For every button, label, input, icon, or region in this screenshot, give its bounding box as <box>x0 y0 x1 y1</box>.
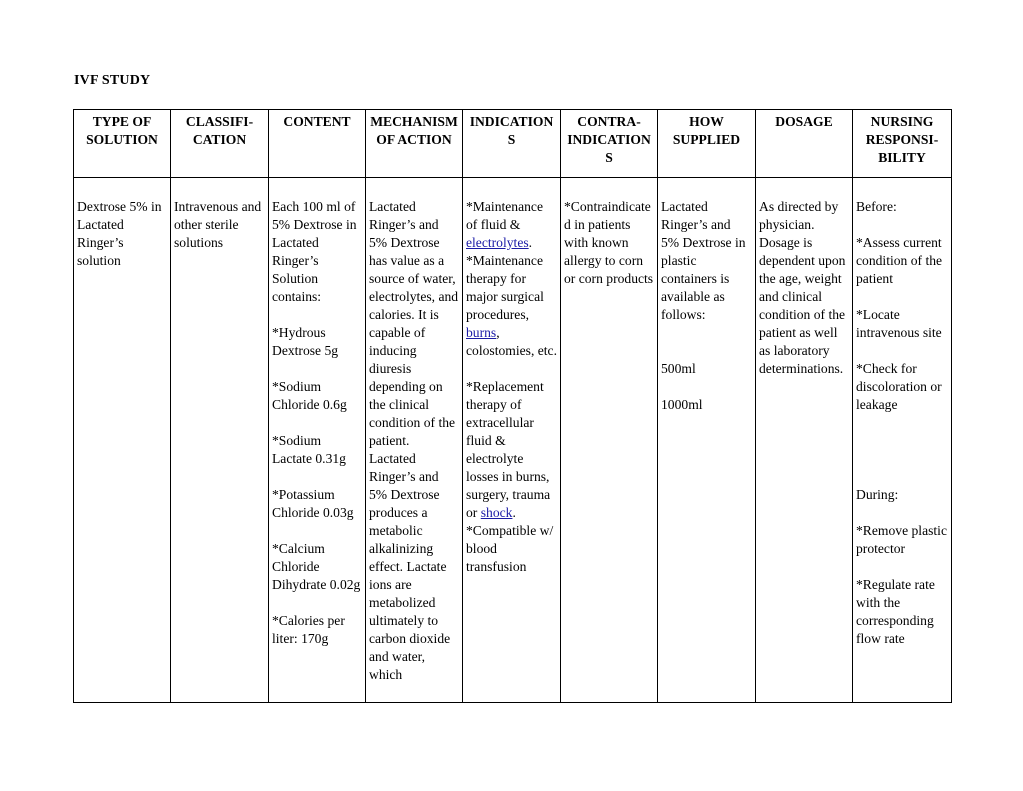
cell-type-of-solution <box>74 178 171 703</box>
indication-text: *Maintenance therapy for major surgical procedures, <box>466 253 544 322</box>
content-item: *Sodium Chloride 0.6g <box>272 379 347 412</box>
nursing-before-label: Before: <box>856 199 897 214</box>
content-intro: Each 100 ml of 5% Dextrose in Lactated Ringer’s Solution contains: <box>272 199 357 304</box>
header-dosage: DOSAGE <box>756 110 853 178</box>
type-of-solution-text: Dextrose 5% in Lactated Ringer’s solution <box>77 199 162 268</box>
shock-link[interactable]: shock <box>480 505 513 520</box>
mechanism-text: Lactated Ringer’s and 5% Dextrose has value as a source of water, electrolytes, and calories. It is capable of inducing diuresis depending on the clinical condition of the patient. Lactated Ringer’s and 5% Dextrose produces a metabolic alkalinizing effect. Lactate ions are metabolized ultimately to carbon dioxide and water, which <box>369 199 459 682</box>
how-supplied-intro: Lactated Ringer’s and 5% Dextrose in plastic containers is available as follows: <box>661 199 746 322</box>
header-type-of-solution: TYPE OF SOLUTION <box>74 110 171 178</box>
supply-size: 1000ml <box>661 397 703 412</box>
header-how-supplied: HOW SUPPLIED <box>658 110 756 178</box>
indication-text: *Maintenance of fluid & <box>466 199 543 232</box>
cell-indications <box>463 178 561 703</box>
indication-text: . <box>512 505 516 520</box>
cell-nursing-responsibility <box>853 178 952 703</box>
indication-text: , colostomies, etc. <box>466 325 557 358</box>
indication-item <box>466 378 557 522</box>
indication-item <box>466 252 557 360</box>
indication-item <box>466 198 557 252</box>
content-item: *Hydrous Dextrose 5g <box>272 325 339 358</box>
burns-link[interactable]: burns <box>466 325 497 340</box>
nursing-item: *Locate intravenous site <box>856 307 942 340</box>
cell-how-supplied <box>658 178 756 703</box>
header-classification: CLASSIFI-CATION <box>171 110 269 178</box>
cell-classification <box>171 178 269 703</box>
header-indications: INDICATIONS <box>463 110 561 178</box>
indication-text: *Replacement therapy of extracellular fluid & electrolyte losses in burns, surgery, trauma or <box>466 379 551 520</box>
content-item: *Calcium Chloride Dihydrate 0.02g <box>272 541 361 592</box>
cell-content <box>269 178 366 703</box>
header-content: CONTENT <box>269 110 366 178</box>
table-header-row <box>74 110 952 178</box>
cell-contraindications <box>561 178 658 703</box>
nursing-item: *Assess current condition of the patient <box>856 235 943 286</box>
header-nursing-responsibility: NURSING RESPONSI-BILITY <box>853 110 952 178</box>
classification-text: Intravenous and other sterile solutions <box>174 199 262 250</box>
nursing-item: *Regulate rate with the corresponding flow rate <box>856 577 935 646</box>
table-row <box>74 178 952 703</box>
document-title: IVF STUDY <box>74 73 151 88</box>
nursing-item: *Remove plastic protector <box>856 523 947 556</box>
contraindications-text: *Contraindicated in patients with known allergy to corn or corn products <box>564 199 654 286</box>
nursing-during-label: During: <box>856 487 899 502</box>
cell-dosage <box>756 178 853 703</box>
dosage-text: As directed by physician. Dosage is dependent upon the age, weight and clinical condition of the patient as well as laboratory determinations. <box>759 199 846 376</box>
cell-mechanism-of-action <box>366 178 463 703</box>
indication-text: . <box>528 235 533 250</box>
header-contraindications: CONTRA-INDICATIONS <box>561 110 658 178</box>
content-item: *Calories per liter: 170g <box>272 613 345 646</box>
nursing-item: *Check for discoloration or leakage <box>856 361 942 412</box>
content-item: *Sodium Lactate 0.31g <box>272 433 346 466</box>
header-mechanism-of-action: MECHANISM OF ACTION <box>366 110 463 178</box>
ivf-study-table <box>73 109 952 703</box>
electrolytes-link[interactable]: electrolytes <box>466 235 529 250</box>
indication-item: *Compatible w/ blood transfusion <box>466 523 554 574</box>
supply-size: 500ml <box>661 361 696 376</box>
content-item: *Potassium Chloride 0.03g <box>272 487 354 520</box>
